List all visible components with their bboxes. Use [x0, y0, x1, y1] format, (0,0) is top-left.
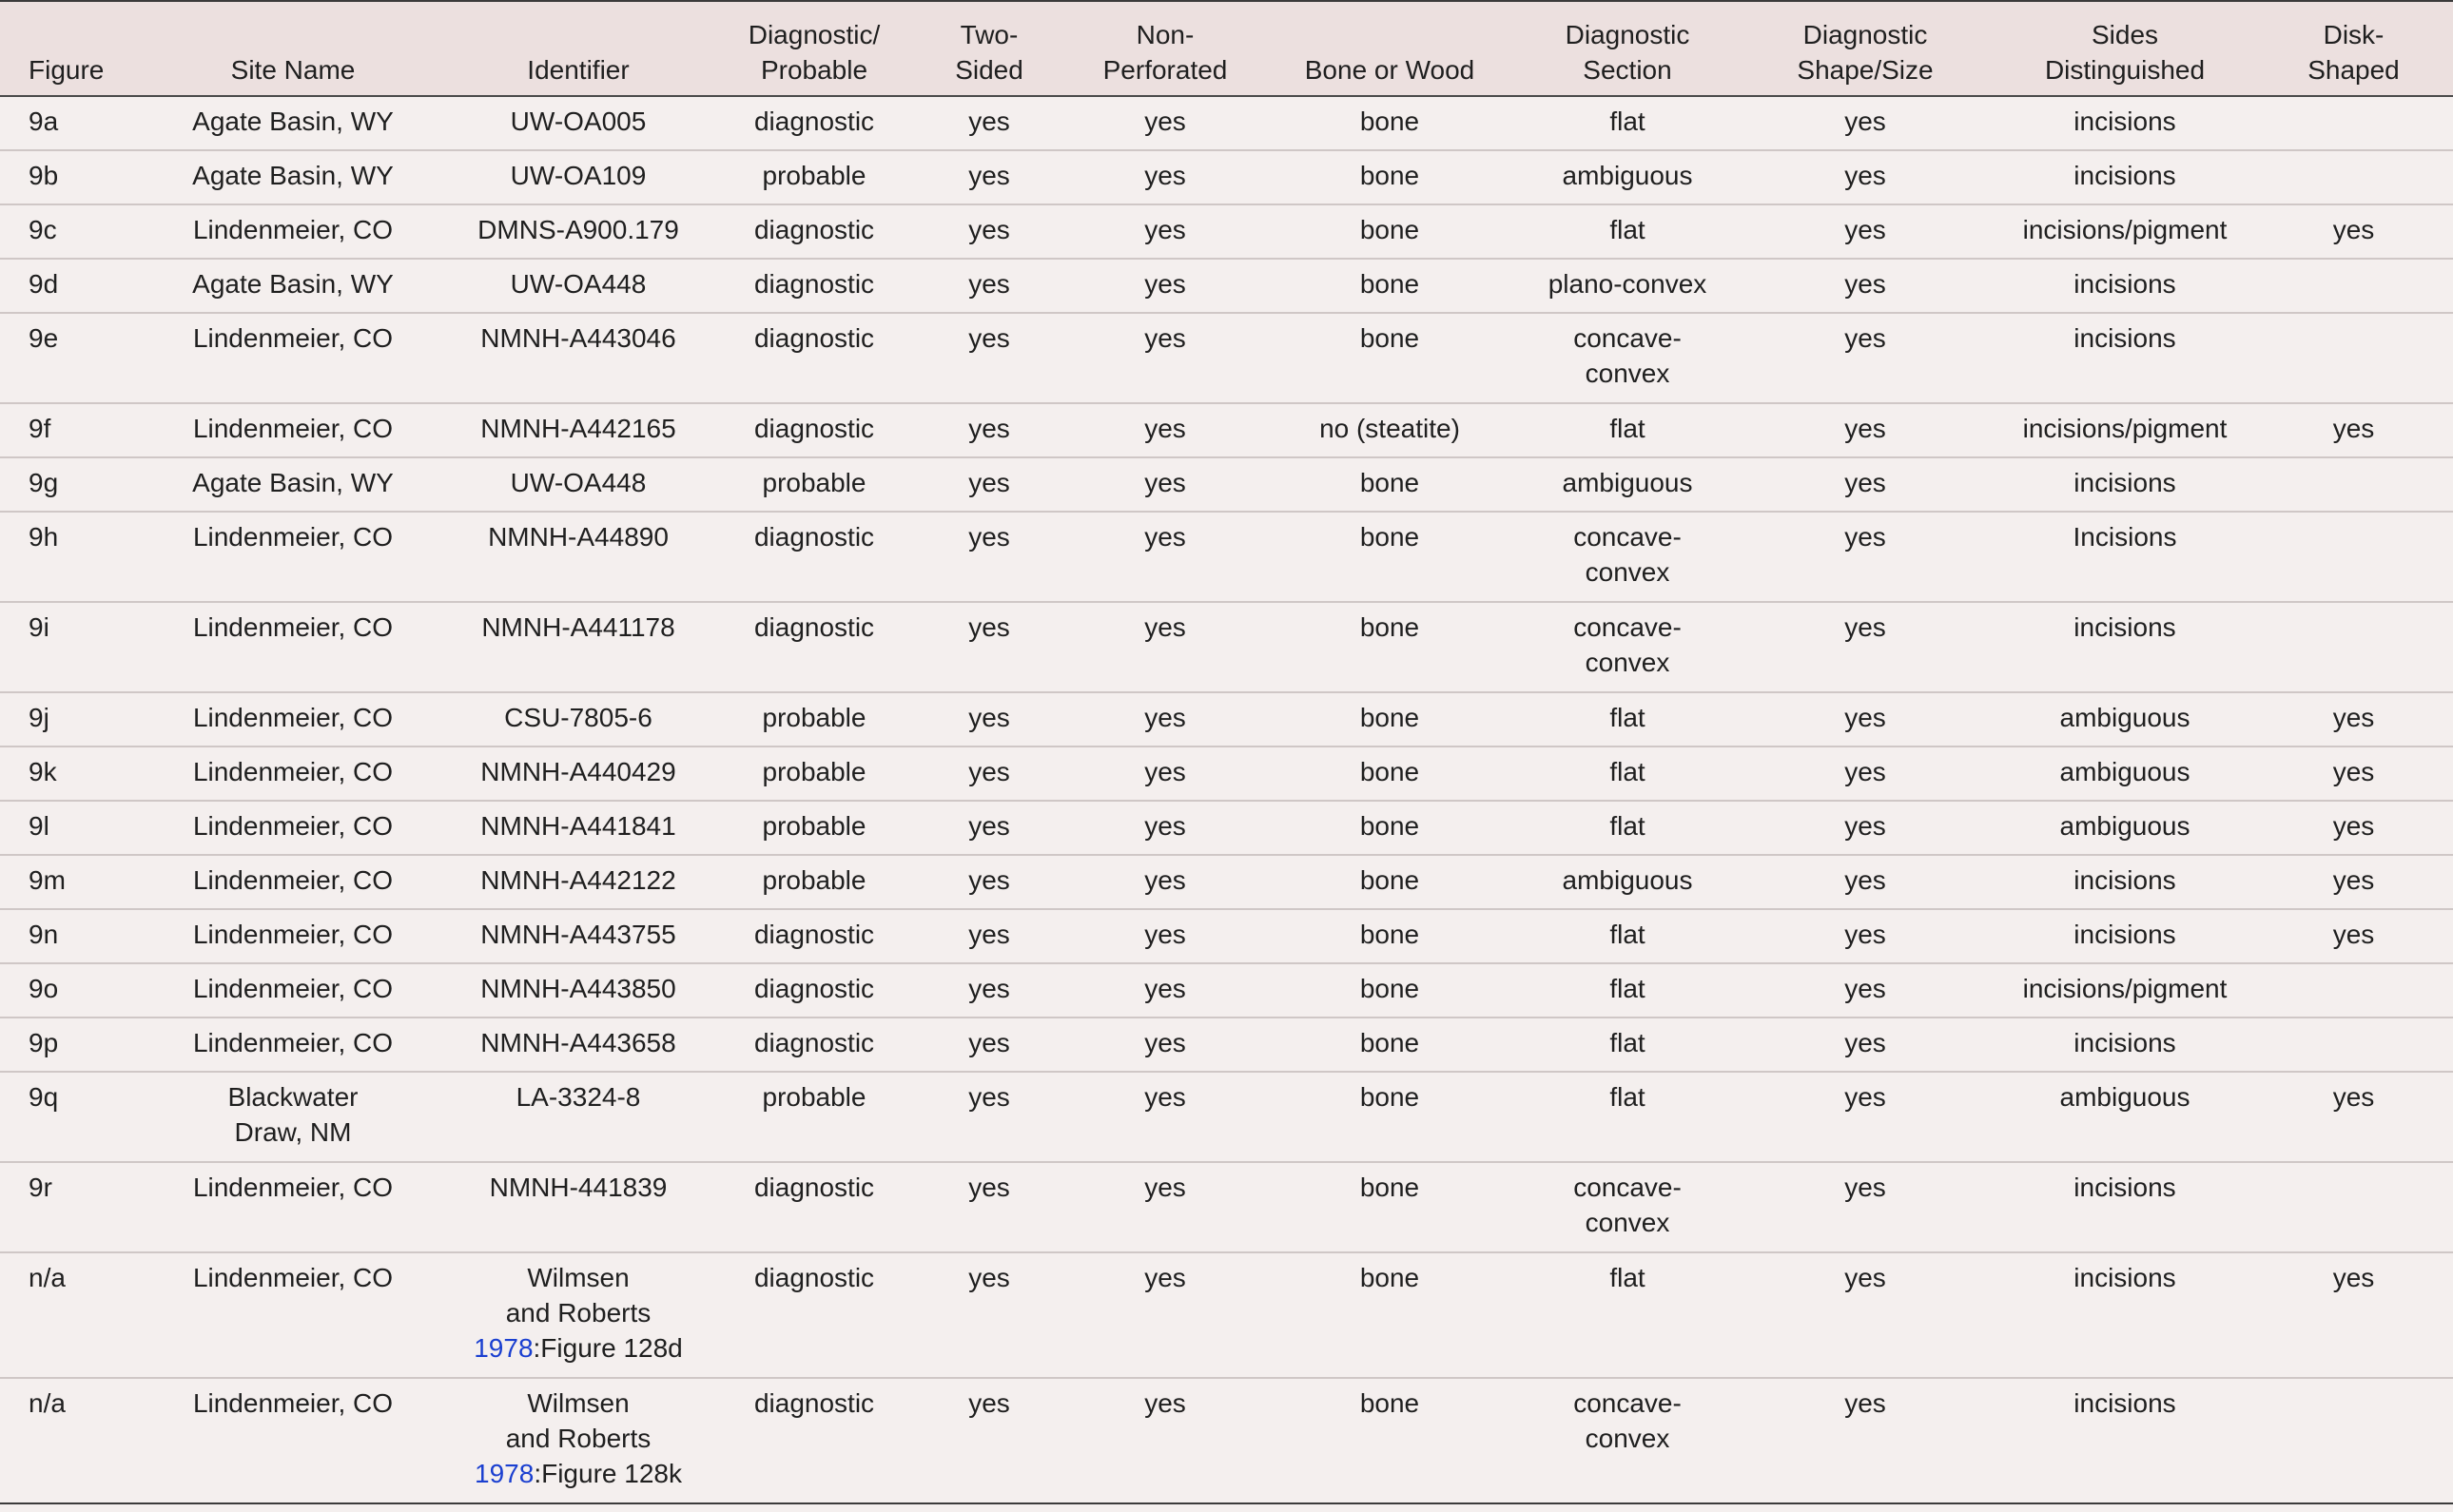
cell-diagnostic-probable: diagnostic	[721, 1252, 907, 1378]
cell-diagnostic-probable: diagnostic	[721, 963, 907, 1018]
cell-site-name: Lindenmeier, CO	[150, 313, 436, 403]
cell-sides-distinguished: ambiguous	[1995, 692, 2254, 746]
cell-disk-shaped	[2254, 602, 2453, 692]
cell-two-sided: yes	[907, 1378, 1071, 1503]
cell-non-perforated: yes	[1071, 96, 1259, 150]
cell-figure: 9f	[0, 403, 150, 457]
cell-site-name: Lindenmeier, CO	[150, 963, 436, 1018]
col-header-sides-distinguished: Sides Distinguished	[1995, 1, 2254, 96]
cell-sides-distinguished: incisions	[1995, 1162, 2254, 1252]
table-row	[0, 602, 2453, 692]
cell-disk-shaped	[2254, 96, 2453, 150]
cell-sides-distinguished: incisions	[1995, 1018, 2254, 1072]
cell-figure: 9l	[0, 801, 150, 855]
cell-figure: 9i	[0, 602, 150, 692]
cell-diagnostic-probable: diagnostic	[721, 1162, 907, 1252]
cell-identifier: NMNH-A441841	[436, 801, 721, 855]
cell-sides-distinguished: incisions/pigment	[1995, 963, 2254, 1018]
cell-disk-shaped	[2254, 512, 2453, 602]
cell-site-name: Lindenmeier, CO	[150, 692, 436, 746]
cell-non-perforated: yes	[1071, 692, 1259, 746]
cell-sides-distinguished: incisions	[1995, 855, 2254, 909]
cell-two-sided: yes	[907, 150, 1071, 204]
cell-figure: 9k	[0, 746, 150, 801]
cell-diagnostic-shape-size: yes	[1735, 150, 1995, 204]
cell-figure: 9q	[0, 1072, 150, 1162]
cell-diagnostic-section: flat	[1520, 1018, 1735, 1072]
cell-diagnostic-shape-size: yes	[1735, 512, 1995, 602]
cell-site-name: Lindenmeier, CO	[150, 512, 436, 602]
cell-disk-shaped: yes	[2254, 1252, 2453, 1378]
cell-bone-or-wood: bone	[1259, 692, 1520, 746]
cell-diagnostic-shape-size: yes	[1735, 602, 1995, 692]
cell-site-name: Lindenmeier, CO	[150, 855, 436, 909]
cell-figure: 9c	[0, 204, 150, 259]
cell-diagnostic-probable: probable	[721, 746, 907, 801]
cell-disk-shaped	[2254, 150, 2453, 204]
cell-sides-distinguished: incisions/pigment	[1995, 403, 2254, 457]
cell-identifier: NMNH-A443755	[436, 909, 721, 963]
cell-diagnostic-probable: probable	[721, 855, 907, 909]
cell-site-name: Lindenmeier, CO	[150, 403, 436, 457]
cell-sides-distinguished: incisions/pigment	[1995, 204, 2254, 259]
cell-two-sided: yes	[907, 259, 1071, 313]
cell-sides-distinguished: incisions	[1995, 313, 2254, 403]
cell-bone-or-wood: bone	[1259, 150, 1520, 204]
cell-non-perforated: yes	[1071, 150, 1259, 204]
cell-figure: 9b	[0, 150, 150, 204]
cell-site-name: Blackwater Draw, NM	[150, 1072, 436, 1162]
cell-two-sided: yes	[907, 855, 1071, 909]
cell-site-name: Lindenmeier, CO	[150, 602, 436, 692]
cell-diagnostic-shape-size: yes	[1735, 1378, 1995, 1503]
cell-diagnostic-section: concave- convex	[1520, 1162, 1735, 1252]
table-row	[0, 457, 2453, 512]
cell-two-sided: yes	[907, 1072, 1071, 1162]
cell-non-perforated: yes	[1071, 259, 1259, 313]
reference-year-link[interactable]: 1978	[474, 1333, 534, 1363]
cell-identifier: Wilmsen and Roberts 1978:Figure 128d	[436, 1252, 721, 1378]
cell-disk-shaped: yes	[2254, 746, 2453, 801]
cell-diagnostic-shape-size: yes	[1735, 457, 1995, 512]
cell-two-sided: yes	[907, 457, 1071, 512]
cell-identifier: NMNH-A443046	[436, 313, 721, 403]
cell-site-name: Agate Basin, WY	[150, 457, 436, 512]
cell-diagnostic-shape-size: yes	[1735, 801, 1995, 855]
cell-diagnostic-probable: diagnostic	[721, 96, 907, 150]
table-row	[0, 403, 2453, 457]
cell-diagnostic-section: flat	[1520, 909, 1735, 963]
cell-diagnostic-section: flat	[1520, 746, 1735, 801]
cell-diagnostic-section: flat	[1520, 403, 1735, 457]
cell-diagnostic-shape-size: yes	[1735, 204, 1995, 259]
cell-diagnostic-section: flat	[1520, 801, 1735, 855]
cell-non-perforated: yes	[1071, 204, 1259, 259]
cell-figure: n/a	[0, 1252, 150, 1378]
cell-identifier: NMNH-A44890	[436, 512, 721, 602]
cell-figure: 9m	[0, 855, 150, 909]
cell-two-sided: yes	[907, 692, 1071, 746]
col-header-identifier: Identifier	[436, 1, 721, 96]
cell-bone-or-wood: bone	[1259, 909, 1520, 963]
cell-figure: 9o	[0, 963, 150, 1018]
col-header-figure: Figure	[0, 1, 150, 96]
cell-figure: 9j	[0, 692, 150, 746]
cell-diagnostic-section: ambiguous	[1520, 457, 1735, 512]
cell-figure: 9e	[0, 313, 150, 403]
cell-disk-shaped: yes	[2254, 855, 2453, 909]
table-row	[0, 746, 2453, 801]
cell-non-perforated: yes	[1071, 855, 1259, 909]
cell-diagnostic-section: flat	[1520, 1072, 1735, 1162]
cell-non-perforated: yes	[1071, 1378, 1259, 1503]
cell-diagnostic-shape-size: yes	[1735, 746, 1995, 801]
cell-sides-distinguished: incisions	[1995, 150, 2254, 204]
table-row	[0, 1252, 2453, 1378]
cell-diagnostic-probable: diagnostic	[721, 1018, 907, 1072]
cell-two-sided: yes	[907, 204, 1071, 259]
cell-diagnostic-shape-size: yes	[1735, 1072, 1995, 1162]
cell-diagnostic-shape-size: yes	[1735, 96, 1995, 150]
cell-figure: 9h	[0, 512, 150, 602]
table-header	[0, 1, 2453, 96]
cell-identifier: NMNH-A443850	[436, 963, 721, 1018]
cell-diagnostic-shape-size: yes	[1735, 963, 1995, 1018]
cell-sides-distinguished: ambiguous	[1995, 801, 2254, 855]
reference-year-link[interactable]: 1978	[475, 1459, 535, 1488]
cell-two-sided: yes	[907, 313, 1071, 403]
cell-disk-shaped	[2254, 1018, 2453, 1072]
cell-diagnostic-section: concave- convex	[1520, 512, 1735, 602]
cell-identifier: LA-3324-8	[436, 1072, 721, 1162]
cell-diagnostic-probable: diagnostic	[721, 313, 907, 403]
table-row	[0, 855, 2453, 909]
cell-site-name: Agate Basin, WY	[150, 96, 436, 150]
cell-diagnostic-shape-size: yes	[1735, 403, 1995, 457]
cell-diagnostic-shape-size: yes	[1735, 259, 1995, 313]
cell-diagnostic-section: flat	[1520, 963, 1735, 1018]
cell-site-name: Lindenmeier, CO	[150, 1018, 436, 1072]
col-header-disk-shaped: Disk- Shaped	[2254, 1, 2453, 96]
cell-non-perforated: yes	[1071, 457, 1259, 512]
cell-bone-or-wood: bone	[1259, 1252, 1520, 1378]
cell-diagnostic-probable: probable	[721, 1072, 907, 1162]
cell-two-sided: yes	[907, 1018, 1071, 1072]
cell-figure: 9g	[0, 457, 150, 512]
cell-bone-or-wood: no (steatite)	[1259, 403, 1520, 457]
cell-figure: 9a	[0, 96, 150, 150]
table-row	[0, 1072, 2453, 1162]
col-header-diagnostic-section: Diagnostic Section	[1520, 1, 1735, 96]
col-header-diagnostic-probable: Diagnostic/ Probable	[721, 1, 907, 96]
cell-figure: 9r	[0, 1162, 150, 1252]
cell-identifier: NMNH-A442165	[436, 403, 721, 457]
cell-site-name: Agate Basin, WY	[150, 259, 436, 313]
cell-identifier: NMNH-A443658	[436, 1018, 721, 1072]
cell-two-sided: yes	[907, 801, 1071, 855]
cell-sides-distinguished: incisions	[1995, 259, 2254, 313]
cell-disk-shaped: yes	[2254, 1072, 2453, 1162]
cell-figure: 9p	[0, 1018, 150, 1072]
cell-disk-shaped: yes	[2254, 204, 2453, 259]
cell-disk-shaped	[2254, 1162, 2453, 1252]
cell-non-perforated: yes	[1071, 602, 1259, 692]
cell-bone-or-wood: bone	[1259, 746, 1520, 801]
cell-diagnostic-probable: probable	[721, 801, 907, 855]
cell-diagnostic-shape-size: yes	[1735, 855, 1995, 909]
cell-non-perforated: yes	[1071, 1072, 1259, 1162]
cell-diagnostic-shape-size: yes	[1735, 313, 1995, 403]
cell-non-perforated: yes	[1071, 1162, 1259, 1252]
cell-disk-shaped: yes	[2254, 692, 2453, 746]
cell-two-sided: yes	[907, 1252, 1071, 1378]
cell-two-sided: yes	[907, 602, 1071, 692]
cell-diagnostic-section: concave- convex	[1520, 313, 1735, 403]
cell-figure: 9n	[0, 909, 150, 963]
cell-non-perforated: yes	[1071, 801, 1259, 855]
col-header-site-name: Site Name	[150, 1, 436, 96]
cell-disk-shaped: yes	[2254, 801, 2453, 855]
cell-non-perforated: yes	[1071, 1252, 1259, 1378]
cell-bone-or-wood: bone	[1259, 259, 1520, 313]
cell-sides-distinguished: incisions	[1995, 457, 2254, 512]
cell-site-name: Lindenmeier, CO	[150, 801, 436, 855]
cell-bone-or-wood: bone	[1259, 1162, 1520, 1252]
cell-diagnostic-probable: diagnostic	[721, 512, 907, 602]
cell-disk-shaped: yes	[2254, 909, 2453, 963]
cell-site-name: Lindenmeier, CO	[150, 204, 436, 259]
cell-bone-or-wood: bone	[1259, 602, 1520, 692]
col-header-non-perforated: Non- Perforated	[1071, 1, 1259, 96]
cell-identifier: UW-OA448	[436, 457, 721, 512]
cell-bone-or-wood: bone	[1259, 1072, 1520, 1162]
cell-identifier: DMNS-A900.179	[436, 204, 721, 259]
cell-two-sided: yes	[907, 512, 1071, 602]
cell-disk-shaped	[2254, 1378, 2453, 1503]
cell-bone-or-wood: bone	[1259, 313, 1520, 403]
cell-identifier: UW-OA109	[436, 150, 721, 204]
cell-sides-distinguished: incisions	[1995, 602, 2254, 692]
cell-diagnostic-section: flat	[1520, 1252, 1735, 1378]
cell-diagnostic-section: flat	[1520, 96, 1735, 150]
cell-diagnostic-probable: probable	[721, 692, 907, 746]
col-header-bone-or-wood: Bone or Wood	[1259, 1, 1520, 96]
cell-diagnostic-section: flat	[1520, 692, 1735, 746]
cell-identifier: CSU-7805-6	[436, 692, 721, 746]
table-row	[0, 909, 2453, 963]
table-row	[0, 204, 2453, 259]
cell-bone-or-wood: bone	[1259, 512, 1520, 602]
table-row	[0, 1378, 2453, 1503]
cell-bone-or-wood: bone	[1259, 801, 1520, 855]
table-row	[0, 801, 2453, 855]
table-row	[0, 1162, 2453, 1252]
cell-sides-distinguished: incisions	[1995, 96, 2254, 150]
cell-bone-or-wood: bone	[1259, 855, 1520, 909]
cell-diagnostic-section: concave- convex	[1520, 1378, 1735, 1503]
cell-site-name: Agate Basin, WY	[150, 150, 436, 204]
cell-two-sided: yes	[907, 963, 1071, 1018]
cell-bone-or-wood: bone	[1259, 1018, 1520, 1072]
cell-diagnostic-shape-size: yes	[1735, 1162, 1995, 1252]
col-header-diagnostic-shape-size: Diagnostic Shape/Size	[1735, 1, 1995, 96]
cell-sides-distinguished: Incisions	[1995, 512, 2254, 602]
table-row	[0, 963, 2453, 1018]
cell-non-perforated: yes	[1071, 403, 1259, 457]
table-row	[0, 512, 2453, 602]
cell-identifier: Wilmsen and Roberts 1978:Figure 128k	[436, 1378, 721, 1503]
cell-figure: 9d	[0, 259, 150, 313]
table-row	[0, 1018, 2453, 1072]
cell-disk-shaped	[2254, 313, 2453, 403]
cell-non-perforated: yes	[1071, 1018, 1259, 1072]
header-row	[0, 1, 2453, 96]
table-row	[0, 259, 2453, 313]
cell-two-sided: yes	[907, 96, 1071, 150]
cell-two-sided: yes	[907, 909, 1071, 963]
cell-diagnostic-section: plano-convex	[1520, 259, 1735, 313]
cell-bone-or-wood: bone	[1259, 457, 1520, 512]
cell-identifier: NMNH-A440429	[436, 746, 721, 801]
cell-site-name: Lindenmeier, CO	[150, 909, 436, 963]
cell-diagnostic-probable: diagnostic	[721, 909, 907, 963]
cell-bone-or-wood: bone	[1259, 96, 1520, 150]
cell-diagnostic-section: flat	[1520, 204, 1735, 259]
cell-identifier: NMNH-441839	[436, 1162, 721, 1252]
cell-site-name: Lindenmeier, CO	[150, 1252, 436, 1378]
col-header-two-sided: Two- Sided	[907, 1, 1071, 96]
cell-diagnostic-probable: diagnostic	[721, 602, 907, 692]
cell-diagnostic-section: concave- convex	[1520, 602, 1735, 692]
cell-disk-shaped	[2254, 963, 2453, 1018]
cell-diagnostic-probable: diagnostic	[721, 204, 907, 259]
cell-disk-shaped: yes	[2254, 403, 2453, 457]
table-row	[0, 96, 2453, 150]
cell-non-perforated: yes	[1071, 512, 1259, 602]
cell-identifier: UW-OA005	[436, 96, 721, 150]
cell-diagnostic-probable: diagnostic	[721, 1378, 907, 1503]
cell-sides-distinguished: incisions	[1995, 1252, 2254, 1378]
cell-disk-shaped	[2254, 457, 2453, 512]
cell-diagnostic-shape-size: yes	[1735, 1018, 1995, 1072]
cell-sides-distinguished: ambiguous	[1995, 1072, 2254, 1162]
cell-sides-distinguished: incisions	[1995, 909, 2254, 963]
cell-sides-distinguished: ambiguous	[1995, 746, 2254, 801]
cell-site-name: Lindenmeier, CO	[150, 1162, 436, 1252]
cell-diagnostic-shape-size: yes	[1735, 1252, 1995, 1378]
cell-diagnostic-probable: probable	[721, 150, 907, 204]
table-row	[0, 150, 2453, 204]
cell-site-name: Lindenmeier, CO	[150, 746, 436, 801]
cell-identifier: NMNH-A442122	[436, 855, 721, 909]
cell-site-name: Lindenmeier, CO	[150, 1378, 436, 1503]
cell-sides-distinguished: incisions	[1995, 1378, 2254, 1503]
cell-two-sided: yes	[907, 746, 1071, 801]
cell-diagnostic-probable: diagnostic	[721, 259, 907, 313]
cell-bone-or-wood: bone	[1259, 204, 1520, 259]
table-body	[0, 96, 2453, 1503]
cell-diagnostic-section: ambiguous	[1520, 855, 1735, 909]
cell-disk-shaped	[2254, 259, 2453, 313]
cell-non-perforated: yes	[1071, 313, 1259, 403]
table-row	[0, 313, 2453, 403]
cell-non-perforated: yes	[1071, 963, 1259, 1018]
cell-figure: n/a	[0, 1378, 150, 1503]
cell-non-perforated: yes	[1071, 746, 1259, 801]
cell-bone-or-wood: bone	[1259, 1378, 1520, 1503]
cell-two-sided: yes	[907, 403, 1071, 457]
cell-non-perforated: yes	[1071, 909, 1259, 963]
cell-two-sided: yes	[907, 1162, 1071, 1252]
cell-diagnostic-shape-size: yes	[1735, 909, 1995, 963]
cell-identifier: NMNH-A441178	[436, 602, 721, 692]
cell-identifier: UW-OA448	[436, 259, 721, 313]
cell-diagnostic-probable: probable	[721, 457, 907, 512]
cell-diagnostic-section: ambiguous	[1520, 150, 1735, 204]
cell-diagnostic-probable: diagnostic	[721, 403, 907, 457]
table-row	[0, 692, 2453, 746]
cell-diagnostic-shape-size: yes	[1735, 692, 1995, 746]
cell-bone-or-wood: bone	[1259, 963, 1520, 1018]
